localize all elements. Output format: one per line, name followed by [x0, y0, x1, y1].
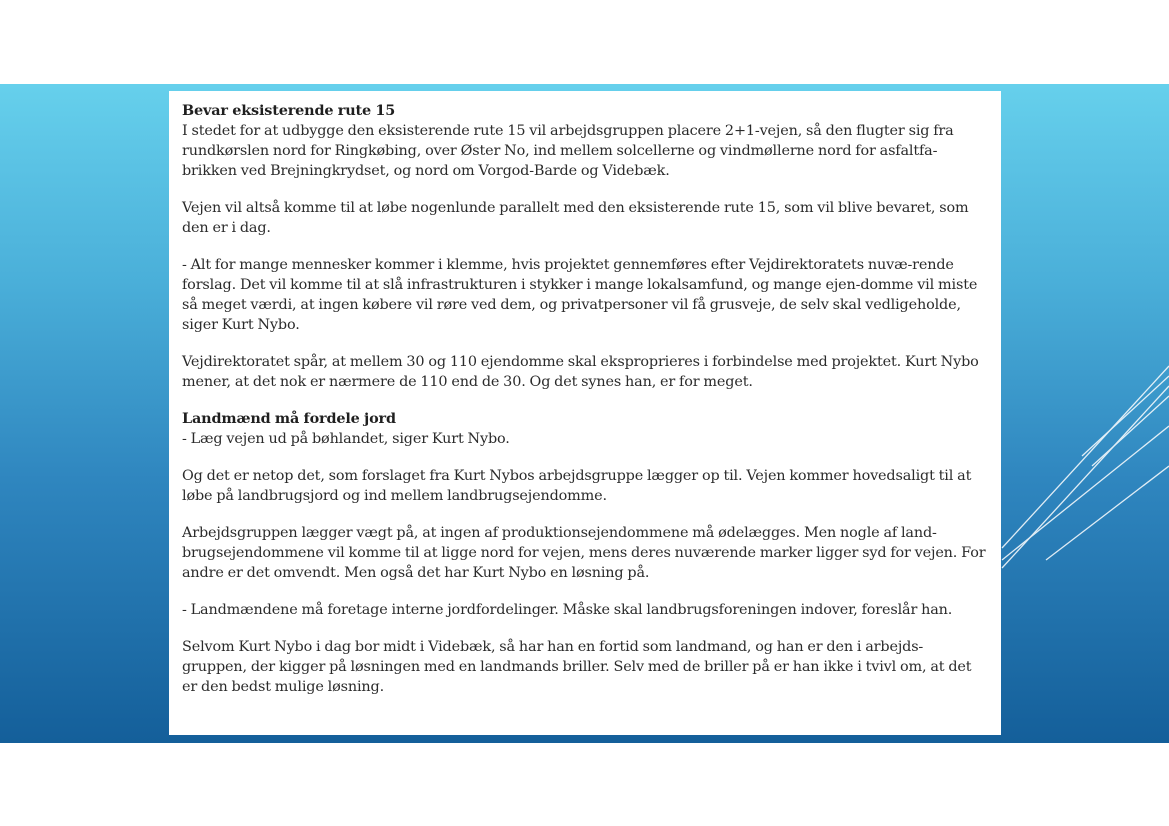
paragraph-4: Vejdirektoratet spår, at mellem 30 og 110 ejendomme skal eksproprieres i forbindelse med projektet. Kurt Nybo mener, at det nok er nærmere de 110 end de 30. Og det synes han, er for meget.: [182, 354, 979, 390]
paragraph-3: - Alt for mange mennesker kommer i klemme, hvis projektet gennemføres efter Vejdirektoratets nuvæ-rende forslag. Det vil komme til at slå infrastrukturen i stykker i mange lokalsamfund, og mange ejen-domme vil miste så meget værdi, at ingen købere vil røre ved dem, og privatpersoner vil få grusveje, de selv skal vedligeholde, siger Kurt Nybo.: [182, 257, 978, 333]
paragraph-5: - Læg vejen ud på bøhlandet, siger Kurt Nybo.: [182, 431, 510, 447]
article-panel: [169, 91, 1001, 735]
paragraph-2: Vejen vil altså komme til at løbe nogenlunde parallelt med den eksisterende rute 15, som vil blive bevaret, som den er i dag.: [182, 200, 969, 236]
paragraph-9: Selvom Kurt Nybo i dag bor midt i Videbæk, så har han en fortid som landmand, og han er den i arbejds-gruppen, der kigger på løsningen med en landmands briller. Selv med de briller på er han ikke i tvivl om, at det er den bedst mulige løsning.: [182, 639, 972, 695]
paragraph-6: Og det er netop det, som forslaget fra Kurt Nybos arbejdsgruppe lægger op til. Vejen kommer hovedsaligt til at løbe på landbrugsjord og ind mellem landbrugsejendomme.: [182, 468, 972, 504]
section-2: [182, 409, 987, 449]
paragraph-7: Arbejdsgruppen lægger vægt på, at ingen af produktionsejendommene må ødelægges. Men nogle af land-brugsejendommene vil komme til at ligge nord for vejen, mens deres nuværende marker ligger syd for vejen. For andre er det omvendt. Men også det har Kurt Nybo en løsning på.: [182, 525, 986, 581]
slide-background: [0, 84, 1169, 743]
section-heading-bevar: Bevar eksisterende rute 15: [182, 102, 396, 119]
section-1: [182, 101, 987, 181]
paragraph-8: - Landmændene må foretage interne jordfordelinger. Måske skal landbrugsforeningen indover, foreslår han.: [182, 602, 953, 618]
section-heading-landmaend: Landmænd må fordele jord: [182, 410, 396, 427]
paragraph-1: I stedet for at udbygge den eksisterende rute 15 vil arbejdsgruppen placere 2+1-vejen, så den flugter sig fra rundkørslen nord for Ringkøbing, over Øster No, ind mellem solcellerne og vindmøllerne nord for asfaltfa-brikken ved Brejningkrydset, og nord om Vorgod-Barde og Videbæk.: [182, 123, 954, 179]
